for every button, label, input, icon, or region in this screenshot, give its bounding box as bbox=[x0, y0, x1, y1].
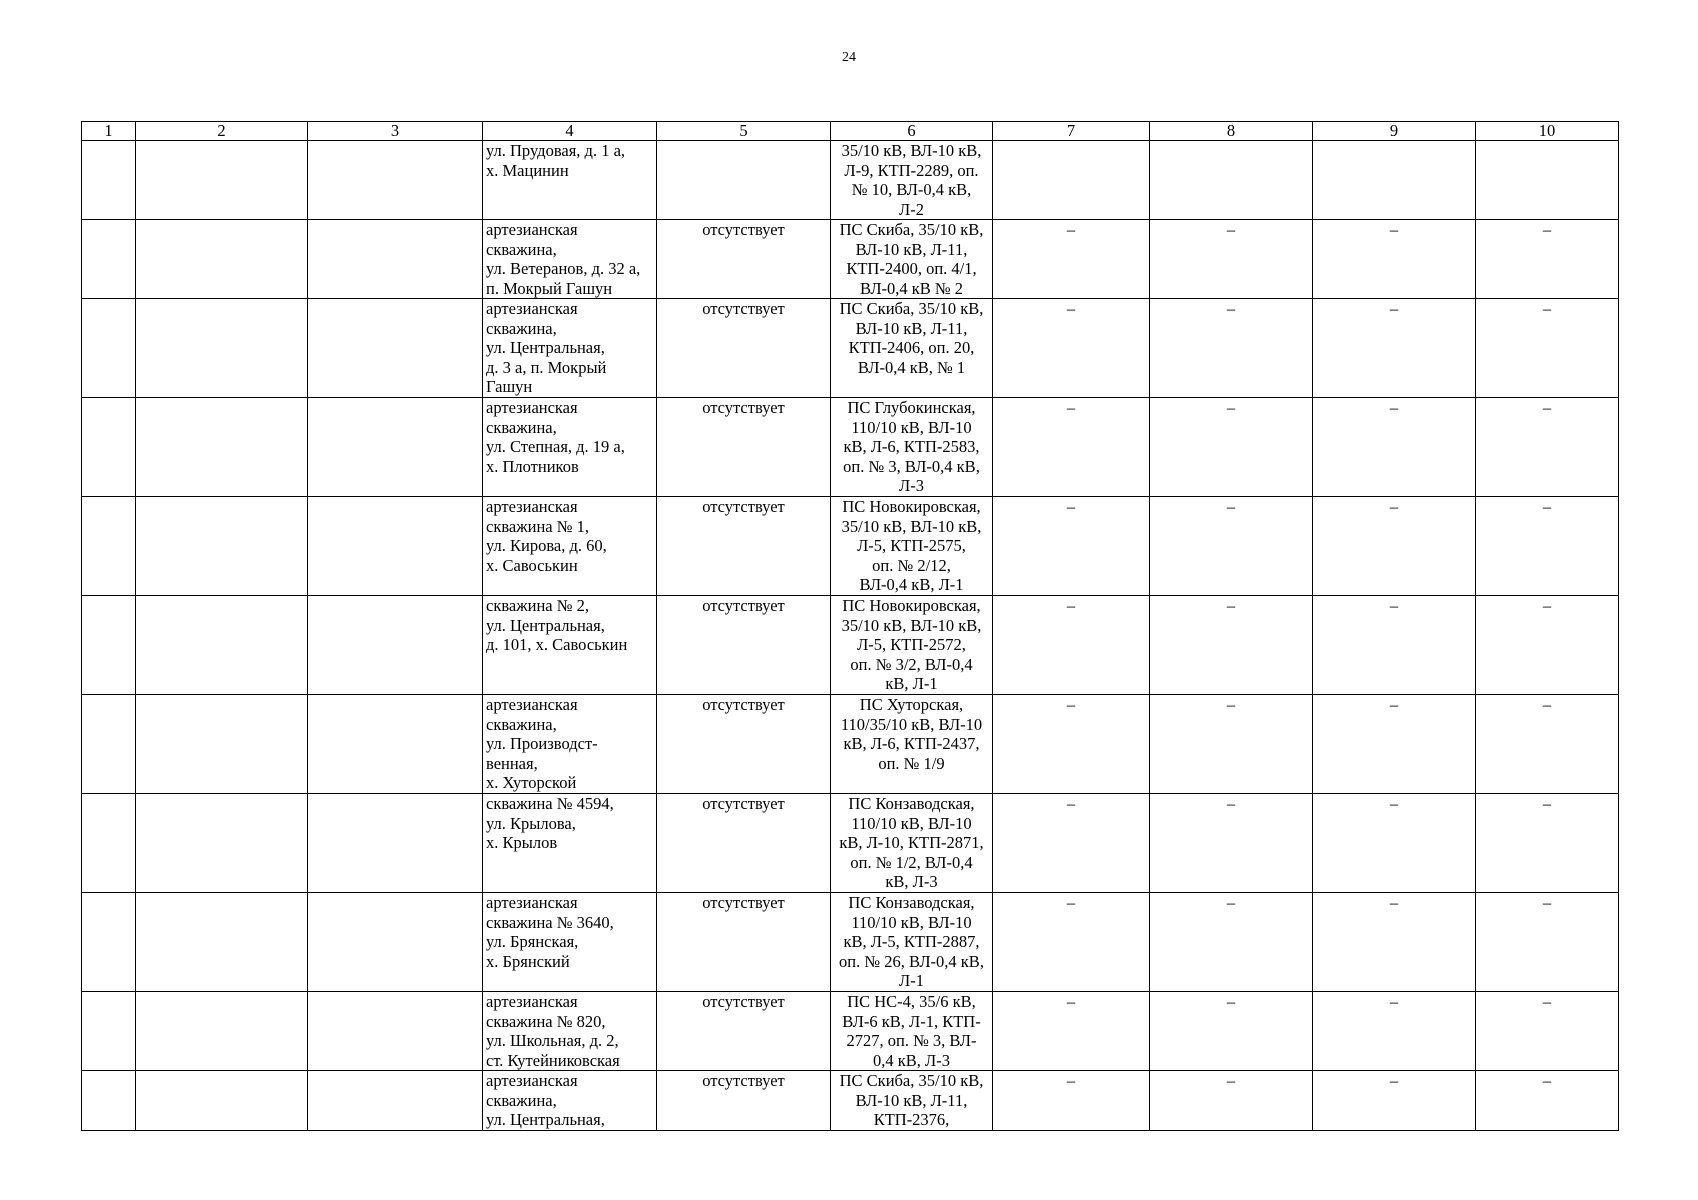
table-cell-c1 bbox=[82, 794, 136, 893]
table-cell-c10: – bbox=[1476, 398, 1619, 497]
table-cell-c9 bbox=[1313, 141, 1476, 220]
table-cell-c10: – bbox=[1476, 794, 1619, 893]
table-cell-c7: – bbox=[993, 992, 1150, 1071]
table-cell-c8: – bbox=[1150, 1071, 1313, 1131]
table-cell-c7: – bbox=[993, 1071, 1150, 1131]
table-cell-c7: – bbox=[993, 893, 1150, 992]
table-cell-c6: ПС Хуторская, 110/35/10 кВ, ВЛ-10 кВ, Л-6, КТП-2437, оп. № 1/9 bbox=[831, 695, 993, 794]
table-cell-c5 bbox=[657, 141, 831, 220]
column-header: 5 bbox=[657, 122, 831, 141]
table-cell-c10: – bbox=[1476, 695, 1619, 794]
table-cell-c3 bbox=[308, 299, 483, 398]
table-cell-c2 bbox=[136, 794, 308, 893]
table-cell-c8: – bbox=[1150, 893, 1313, 992]
table-cell-c6: ПС Глубокинская, 110/10 кВ, ВЛ-10 кВ, Л-6, КТП-2583, оп. № 3, ВЛ-0,4 кВ, Л-3 bbox=[831, 398, 993, 497]
table-cell-c3 bbox=[308, 992, 483, 1071]
table-cell-c6: ПС Скиба, 35/10 кВ, ВЛ-10 кВ, Л-11, КТП-2400, оп. 4/1, ВЛ-0,4 кВ № 2 bbox=[831, 220, 993, 299]
header-row bbox=[82, 122, 1619, 141]
table-cell-c3 bbox=[308, 497, 483, 596]
table-cell-c7 bbox=[993, 141, 1150, 220]
table-cell-c8: – bbox=[1150, 695, 1313, 794]
table-cell-c3 bbox=[308, 398, 483, 497]
table-cell-c1 bbox=[82, 299, 136, 398]
table-cell-c4: артезианская скважина № 3640, ул. Брянская, х. Брянский bbox=[483, 893, 657, 992]
table-cell-c7: – bbox=[993, 695, 1150, 794]
table-cell-c4: скважина № 2, ул. Центральная, д. 101, х. Савоськин bbox=[483, 596, 657, 695]
table-cell-c2 bbox=[136, 1071, 308, 1131]
column-header: 10 bbox=[1476, 122, 1619, 141]
table-cell-c2 bbox=[136, 893, 308, 992]
table-cell-c2 bbox=[136, 141, 308, 220]
column-header: 7 bbox=[993, 122, 1150, 141]
table-cell-c1 bbox=[82, 141, 136, 220]
column-header: 1 bbox=[82, 122, 136, 141]
table-cell-c4: артезианская скважина № 820, ул. Школьная, д. 2, ст. Кутейниковская bbox=[483, 992, 657, 1071]
column-header: 3 bbox=[308, 122, 483, 141]
column-header: 9 bbox=[1313, 122, 1476, 141]
table-cell-c8: – bbox=[1150, 596, 1313, 695]
column-header: 6 bbox=[831, 122, 993, 141]
table-cell-c4: артезианская скважина, ул. Производст- венная, х. Хуторской bbox=[483, 695, 657, 794]
table-row bbox=[82, 141, 1619, 220]
table-cell-c2 bbox=[136, 497, 308, 596]
table-cell-c6: ПС Новокировская, 35/10 кВ, ВЛ-10 кВ, Л-5, КТП-2575, оп. № 2/12, ВЛ-0,4 кВ, Л-1 bbox=[831, 497, 993, 596]
table-row bbox=[82, 299, 1619, 398]
table-cell-c8: – bbox=[1150, 299, 1313, 398]
table-cell-c6: ПС Конзаводская, 110/10 кВ, ВЛ-10 кВ, Л-10, КТП-2871, оп. № 1/2, ВЛ-0,4 кВ, Л-3 bbox=[831, 794, 993, 893]
table-cell-c6: ПС Скиба, 35/10 кВ, ВЛ-10 кВ, Л-11, КТП-2406, оп. 20, ВЛ-0,4 кВ, № 1 bbox=[831, 299, 993, 398]
table-cell-c10 bbox=[1476, 141, 1619, 220]
table-cell-c7: – bbox=[993, 398, 1150, 497]
table-cell-c3 bbox=[308, 893, 483, 992]
table-cell-c3 bbox=[308, 695, 483, 794]
table-cell-c8: – bbox=[1150, 220, 1313, 299]
table-cell-c5: отсутствует bbox=[657, 992, 831, 1071]
table-row bbox=[82, 992, 1619, 1071]
table-cell-c1 bbox=[82, 497, 136, 596]
table-cell-c4: артезианская скважина № 1, ул. Кирова, д. 60, х. Савоськин bbox=[483, 497, 657, 596]
table-row bbox=[82, 1071, 1619, 1131]
table-cell-c10: – bbox=[1476, 497, 1619, 596]
table-cell-c1 bbox=[82, 220, 136, 299]
table-cell-c9: – bbox=[1313, 794, 1476, 893]
table-cell-c8: – bbox=[1150, 794, 1313, 893]
table-row bbox=[82, 497, 1619, 596]
table-row bbox=[82, 794, 1619, 893]
table-cell-c1 bbox=[82, 893, 136, 992]
table-cell-c1 bbox=[82, 1071, 136, 1131]
table-cell-c2 bbox=[136, 992, 308, 1071]
table-row bbox=[82, 220, 1619, 299]
table-cell-c10: – bbox=[1476, 596, 1619, 695]
table-cell-c9: – bbox=[1313, 220, 1476, 299]
table-cell-c3 bbox=[308, 220, 483, 299]
table-row bbox=[82, 596, 1619, 695]
table-row bbox=[82, 398, 1619, 497]
table-cell-c4: ул. Прудовая, д. 1 а, х. Мацинин bbox=[483, 141, 657, 220]
table-cell-c10: – bbox=[1476, 1071, 1619, 1131]
table-cell-c5: отсутствует bbox=[657, 794, 831, 893]
table-cell-c5: отсутствует bbox=[657, 398, 831, 497]
table-cell-c9: – bbox=[1313, 398, 1476, 497]
table-cell-c2 bbox=[136, 398, 308, 497]
table-body bbox=[82, 141, 1619, 1131]
table-cell-c8: – bbox=[1150, 497, 1313, 596]
table-row bbox=[82, 893, 1619, 992]
table-cell-c9: – bbox=[1313, 596, 1476, 695]
table-cell-c2 bbox=[136, 695, 308, 794]
table-cell-c6: ПС НС-4, 35/6 кВ, ВЛ-6 кВ, Л-1, КТП- 2727, оп. № 3, ВЛ- 0,4 кВ, Л-3 bbox=[831, 992, 993, 1071]
table-row bbox=[82, 695, 1619, 794]
table-cell-c1 bbox=[82, 596, 136, 695]
column-header: 4 bbox=[483, 122, 657, 141]
table-cell-c9: – bbox=[1313, 299, 1476, 398]
table-cell-c7: – bbox=[993, 497, 1150, 596]
table-cell-c2 bbox=[136, 299, 308, 398]
table-cell-c9: – bbox=[1313, 695, 1476, 794]
table-cell-c7: – bbox=[993, 794, 1150, 893]
page-number: 24 bbox=[842, 50, 856, 65]
table-cell-c5: отсутствует bbox=[657, 596, 831, 695]
data-table bbox=[81, 121, 1619, 1131]
table-cell-c5: отсутствует bbox=[657, 1071, 831, 1131]
table-cell-c7: – bbox=[993, 596, 1150, 695]
table-cell-c9: – bbox=[1313, 893, 1476, 992]
table-cell-c5: отсутствует bbox=[657, 220, 831, 299]
table-cell-c10: – bbox=[1476, 992, 1619, 1071]
table-cell-c10: – bbox=[1476, 220, 1619, 299]
table-cell-c4: артезианская скважина, ул. Степная, д. 19 а, х. Плотников bbox=[483, 398, 657, 497]
table-cell-c2 bbox=[136, 596, 308, 695]
table-cell-c3 bbox=[308, 596, 483, 695]
table-cell-c5: отсутствует bbox=[657, 497, 831, 596]
table-cell-c8: – bbox=[1150, 398, 1313, 497]
table-cell-c6: ПС Конзаводская, 110/10 кВ, ВЛ-10 кВ, Л-5, КТП-2887, оп. № 26, ВЛ-0,4 кВ, Л-1 bbox=[831, 893, 993, 992]
table-cell-c6: 35/10 кВ, ВЛ-10 кВ, Л-9, КТП-2289, оп. № 10, ВЛ-0,4 кВ, Л-2 bbox=[831, 141, 993, 220]
table-cell-c2 bbox=[136, 220, 308, 299]
table-cell-c4: артезианская скважина, ул. Центральная, bbox=[483, 1071, 657, 1131]
table-cell-c1 bbox=[82, 695, 136, 794]
table-cell-c4: артезианская скважина, ул. Центральная, д. 3 а, п. Мокрый Гашун bbox=[483, 299, 657, 398]
table-cell-c8 bbox=[1150, 141, 1313, 220]
table-cell-c1 bbox=[82, 398, 136, 497]
table-cell-c3 bbox=[308, 1071, 483, 1131]
table-cell-c3 bbox=[308, 794, 483, 893]
table-cell-c1 bbox=[82, 992, 136, 1071]
table-cell-c5: отсутствует bbox=[657, 893, 831, 992]
table-cell-c9: – bbox=[1313, 497, 1476, 596]
table-cell-c9: – bbox=[1313, 1071, 1476, 1131]
table-cell-c4: скважина № 4594, ул. Крылова, х. Крылов bbox=[483, 794, 657, 893]
table-cell-c10: – bbox=[1476, 893, 1619, 992]
table-cell-c3 bbox=[308, 141, 483, 220]
table-cell-c5: отсутствует bbox=[657, 299, 831, 398]
table-cell-c8: – bbox=[1150, 992, 1313, 1071]
column-header: 2 bbox=[136, 122, 308, 141]
table-cell-c6: ПС Скиба, 35/10 кВ, ВЛ-10 кВ, Л-11, КТП-2376, bbox=[831, 1071, 993, 1131]
table-cell-c6: ПС Новокировская, 35/10 кВ, ВЛ-10 кВ, Л-5, КТП-2572, оп. № 3/2, ВЛ-0,4 кВ, Л-1 bbox=[831, 596, 993, 695]
table-cell-c5: отсутствует bbox=[657, 695, 831, 794]
table-cell-c9: – bbox=[1313, 992, 1476, 1071]
table-cell-c7: – bbox=[993, 220, 1150, 299]
table-cell-c4: артезианская скважина, ул. Ветеранов, д. 32 а, п. Мокрый Гашун bbox=[483, 220, 657, 299]
table-cell-c7: – bbox=[993, 299, 1150, 398]
column-header: 8 bbox=[1150, 122, 1313, 141]
table-cell-c10: – bbox=[1476, 299, 1619, 398]
